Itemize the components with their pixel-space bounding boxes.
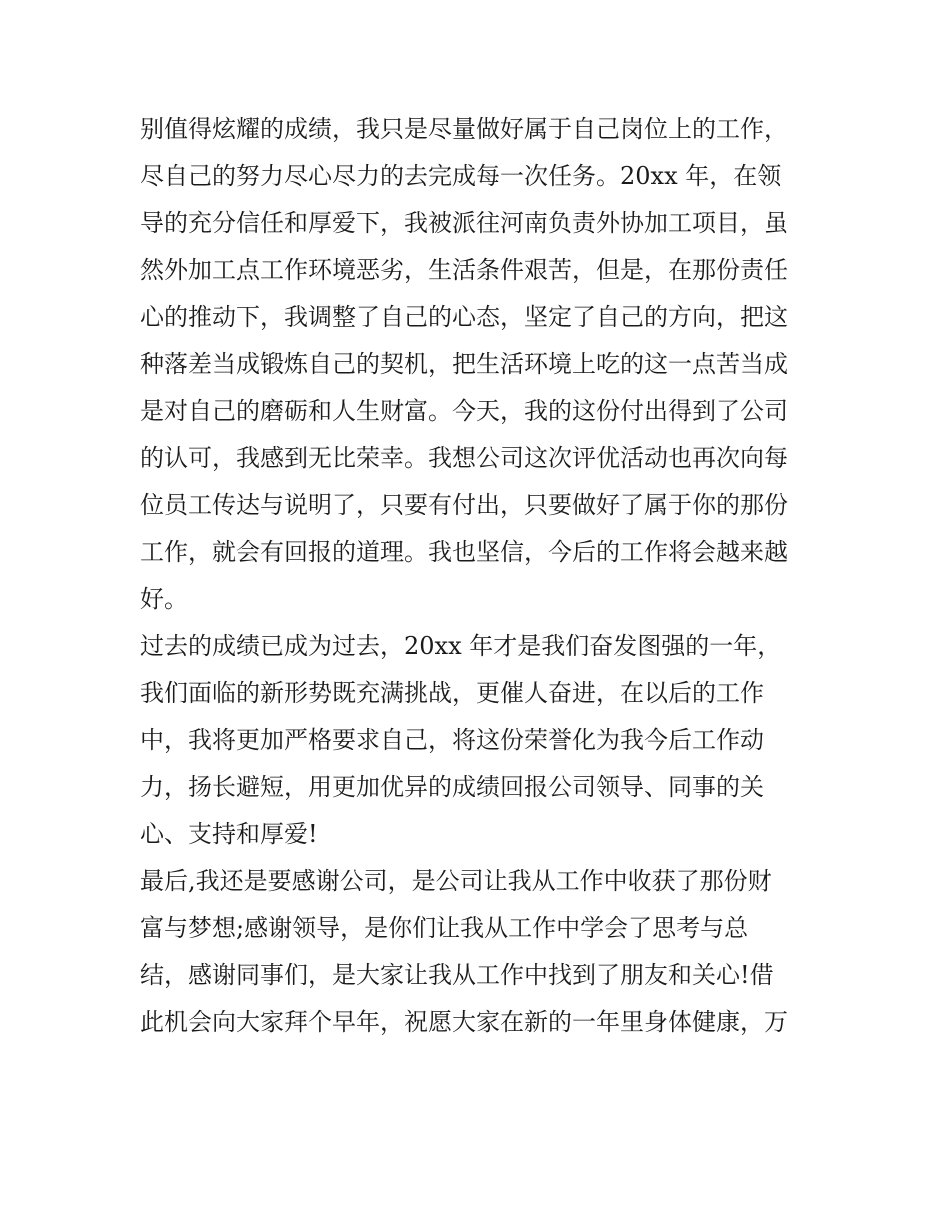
text-line: 富与梦想;感谢领导，是你们让我从工作中学会了思考与总 [140,914,749,942]
text-line: 最后,我还是要感谢公司，是公司让我从工作中收获了那份财 [140,867,772,895]
text-line: 工作，就会有回报的道理。我也坚信，今后的工作将会越来越 [140,538,788,566]
text-line: 心、支持和厚爱! [140,820,318,848]
text-line: 然外加工点工作环境恶劣，生活条件艰苦，但是，在那份责任 [140,256,788,284]
text-line: 我们面临的新形势既充满挑战，更催人奋进，在以后的工作 [140,679,764,707]
text-line: 此机会向大家拜个早年，祝愿大家在新的一年里身体健康，万 [140,1008,788,1036]
text-line: 种落差当成锻炼自己的契机，把生活环境上吃的这一点苦当成 [140,350,788,378]
text-line: 好。 [140,585,188,613]
text-line: 是对自己的磨砺和人生财富。今天，我的这份付出得到了公司 [140,397,788,425]
text-line: 位员工传达与说明了，只要有付出，只要做好了属于你的那份 [140,491,788,519]
text-line: 导的充分信任和厚爱下，我被派往河南负责外协加工项目，虽 [140,209,788,237]
text-line: 中，我将更加严格要求自己，将这份荣誉化为我今后工作动 [140,726,764,754]
body-text [140,106,830,1046]
text-line: 尽自己的努力尽心尽力的去完成每一次任务。20xx 年，在领 [140,162,782,190]
text-line: 过去的成绩已成为过去，20xx 年才是我们奋发图强的一年， [140,632,782,660]
text-line: 结，感谢同事们，是大家让我从工作中找到了朋友和关心!借 [140,961,774,989]
text-line: 的认可，我感到无比荣幸。我想公司这次评优活动也再次向每 [140,444,788,472]
text-line: 心的推动下，我调整了自己的心态，坚定了自己的方向，把这 [140,303,788,331]
text-line: 力，扬长避短，用更加优异的成绩回报公司领导、同事的关 [140,773,764,801]
text-line: 别值得炫耀的成绩，我只是尽量做好属于自己岗位上的工作， [140,115,788,143]
